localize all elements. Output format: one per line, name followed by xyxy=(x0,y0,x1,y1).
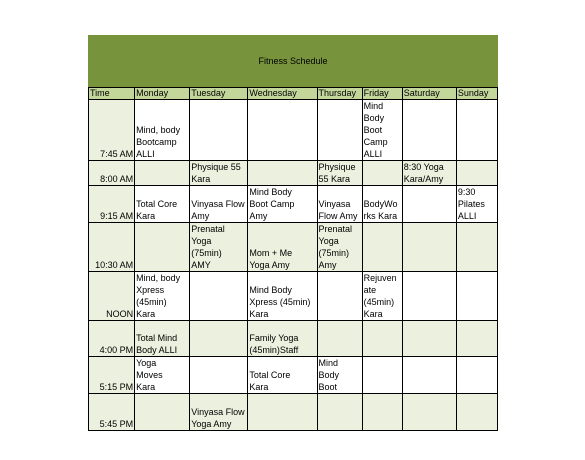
time-cell: 9:15 AM xyxy=(89,186,135,223)
class-cell: Total Core Kara xyxy=(135,186,190,223)
class-cell: Total Core Kara xyxy=(248,357,317,394)
title-bar xyxy=(88,35,498,87)
class-cell xyxy=(362,161,402,186)
class-cell xyxy=(190,321,248,357)
class-cell: Mind Body Xpress (45min) Kara xyxy=(248,272,317,321)
class-cell: Vinyasa Flow Amy xyxy=(190,186,248,223)
class-cell xyxy=(317,321,362,357)
class-cell: Family Yoga (45min)Staff xyxy=(248,321,317,357)
class-cell xyxy=(402,321,456,357)
class-cell: Prenatal Yoga (75min) AMY xyxy=(190,223,248,272)
class-cell xyxy=(402,223,456,272)
class-cell: Physique 55 Kara xyxy=(190,161,248,186)
class-cell xyxy=(456,357,497,394)
class-cell: Vinyasa Flow Yoga Amy xyxy=(190,394,248,431)
schedule-row xyxy=(89,357,498,394)
class-cell xyxy=(190,357,248,394)
class-cell xyxy=(402,394,456,431)
class-cell: Rejuven ate (45min) Kara xyxy=(362,272,402,321)
class-cell: Mind, body Bootcamp ALLI xyxy=(135,100,190,161)
class-cell: BodyWo rks Kara xyxy=(362,186,402,223)
class-cell: 9:30 Pilates ALLI xyxy=(456,186,497,223)
time-cell: 8:00 AM xyxy=(89,161,135,186)
class-cell xyxy=(402,186,456,223)
class-cell: Prenatal Yoga (75min) Amy xyxy=(317,223,362,272)
class-cell: Mind Body Boot xyxy=(317,357,362,394)
class-cell xyxy=(456,223,497,272)
class-cell xyxy=(248,161,317,186)
schedule-row xyxy=(89,223,498,272)
class-cell xyxy=(402,100,456,161)
class-cell xyxy=(135,223,190,272)
schedule-row xyxy=(89,272,498,321)
class-cell xyxy=(362,223,402,272)
header-thursday: Thursday xyxy=(317,88,362,100)
header-time: Time xyxy=(89,88,135,100)
class-cell xyxy=(317,394,362,431)
header-monday: Monday xyxy=(135,88,190,100)
header-tuesday: Tuesday xyxy=(190,88,248,100)
header-saturday: Saturday xyxy=(402,88,456,100)
class-cell: 8:30 Yoga Kara/Amy xyxy=(402,161,456,186)
class-cell: Yoga Moves Kara xyxy=(135,357,190,394)
class-cell xyxy=(456,272,497,321)
schedule-row xyxy=(89,186,498,223)
schedule-row xyxy=(89,394,498,431)
class-cell xyxy=(402,357,456,394)
class-cell xyxy=(456,100,497,161)
class-cell xyxy=(317,100,362,161)
class-cell: Vinyasa Flow Amy xyxy=(317,186,362,223)
schedule-row xyxy=(89,100,498,161)
class-cell xyxy=(402,272,456,321)
time-cell: 5:45 PM xyxy=(89,394,135,431)
class-cell xyxy=(456,321,497,357)
class-cell xyxy=(362,394,402,431)
schedule-row xyxy=(89,161,498,186)
schedule-table xyxy=(88,87,498,431)
time-cell: 4:00 PM xyxy=(89,321,135,357)
class-cell xyxy=(135,394,190,431)
class-cell xyxy=(362,357,402,394)
header-row xyxy=(89,88,498,100)
header-sunday: Sunday xyxy=(456,88,497,100)
schedule-sheet xyxy=(88,35,498,431)
class-cell: Mind Body Boot Camp ALLI xyxy=(362,100,402,161)
class-cell xyxy=(456,161,497,186)
class-cell xyxy=(317,272,362,321)
class-cell xyxy=(456,394,497,431)
time-cell: NOON xyxy=(89,272,135,321)
time-cell: 10:30 AM xyxy=(89,223,135,272)
class-cell xyxy=(135,161,190,186)
class-cell: Mind, body Xpress (45min) Kara xyxy=(135,272,190,321)
schedule-title: Fitness Schedule xyxy=(258,56,328,66)
schedule-row xyxy=(89,321,498,357)
class-cell xyxy=(248,394,317,431)
time-cell: 5:15 PM xyxy=(89,357,135,394)
class-cell: Mind Body Boot Camp Amy xyxy=(248,186,317,223)
class-cell xyxy=(248,100,317,161)
class-cell xyxy=(190,272,248,321)
class-cell: Mom + Me Yoga Amy xyxy=(248,223,317,272)
header-wednesday: Wednesday xyxy=(248,88,317,100)
schedule-body xyxy=(89,100,498,431)
class-cell: Total Mind Body ALLI xyxy=(135,321,190,357)
time-cell: 7:45 AM xyxy=(89,100,135,161)
class-cell xyxy=(362,321,402,357)
class-cell xyxy=(190,100,248,161)
header-friday: Friday xyxy=(362,88,402,100)
class-cell: Physique 55 Kara xyxy=(317,161,362,186)
